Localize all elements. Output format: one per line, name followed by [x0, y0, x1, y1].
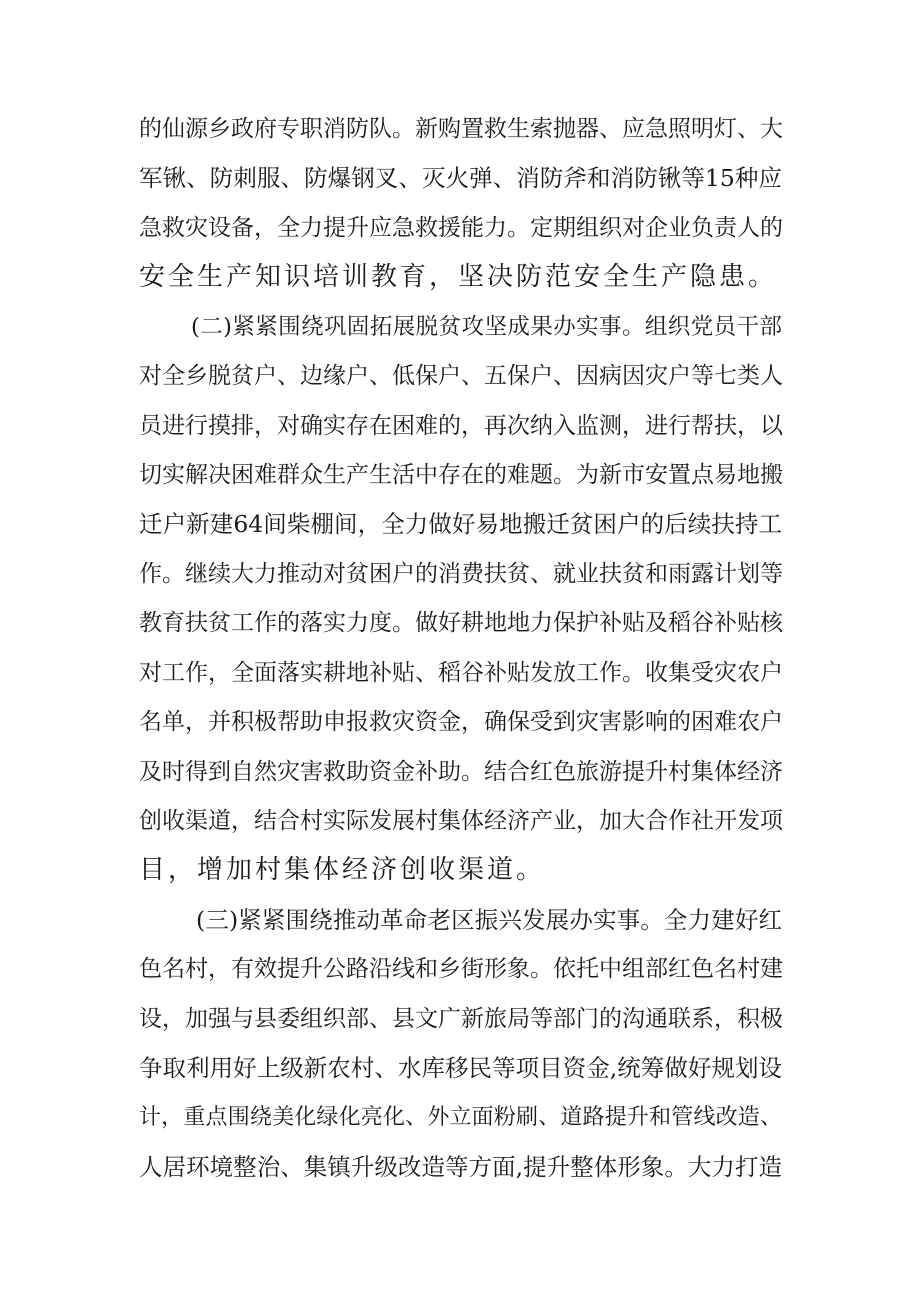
text-line: 迁户新建64间柴棚间，全力做好易地搬迁贫困户的后续扶持工: [139, 510, 782, 538]
text-line: 教育扶贫工作的落实力度。做好耕地地力保护补贴及稻谷补贴核: [139, 610, 783, 636]
text-line: 急救灾设备，全力提升应急救援能力。定期组织对企业负责人的: [139, 215, 783, 241]
text-line: 作。继续大力推动对贫困户的消费扶贫、就业扶贫和雨露计划等: [139, 561, 783, 587]
text-line: 军锹、防刺服、防爆钢叉、灭火弹、消防斧和消防锹等15种应: [139, 164, 782, 192]
text-line: 安全生产知识培训教育，坚决防范安全生产隐患。: [139, 262, 778, 292]
text-line: 及时得到自然灾害救助资金补助。结合红色旅游提升村集体经济: [139, 759, 783, 785]
text-line: 对全乡脱贫户、边缘户、低保户、五保户、因病因灾户等七类人: [139, 363, 783, 389]
text-line: 创收渠道，结合村实际发展村集体经济产业，加大合作社开发项: [139, 808, 783, 834]
text-line: 人居环境整治、集镇升级改造等方面,提升整体形象。大力打造: [139, 1153, 782, 1181]
text-line: 计，重点围绕美化绿化亮化、外立面粉刷、道路提升和管线改造、: [139, 1105, 782, 1130]
text-line: 名单，并积极帮助申报救灾资金，确保受到灾害影响的困难农户: [139, 709, 783, 735]
text-line: 设，加强与县委组织部、县文广新旅局等部门的沟通联系，积极: [139, 1006, 783, 1032]
text-line: 的仙源乡政府专职消防队。新购置救生索抛器、应急照明灯、大: [139, 116, 783, 142]
text-line: 目，增加村集体经济创收渠道。: [139, 855, 546, 885]
text-line: 争取利用好上级新农村、水库移民等项目资金,统筹做好规划设: [139, 1054, 782, 1082]
paragraph-heading-line: (三)紧紧围绕推动革命老区振兴发展办实事。全力建好红: [196, 906, 782, 934]
text-line: 色名村，有效提升公路沿线和乡街形象。依托中组部红色名村建: [139, 956, 783, 982]
text-line: 对工作，全面落实耕地补贴、稻谷补贴发放工作。收集受灾农户: [139, 660, 783, 686]
text-line: 员进行摸排，对确实存在困难的，再次纳入监测，进行帮扶，以: [139, 413, 783, 439]
text-line: 切实解决困难群众生产生活中存在的难题。为新市安置点易地搬: [139, 462, 783, 488]
paragraph-heading-line: (二)紧紧围绕巩固拓展脱贫攻坚成果办实事。组织党员干部: [191, 314, 782, 340]
